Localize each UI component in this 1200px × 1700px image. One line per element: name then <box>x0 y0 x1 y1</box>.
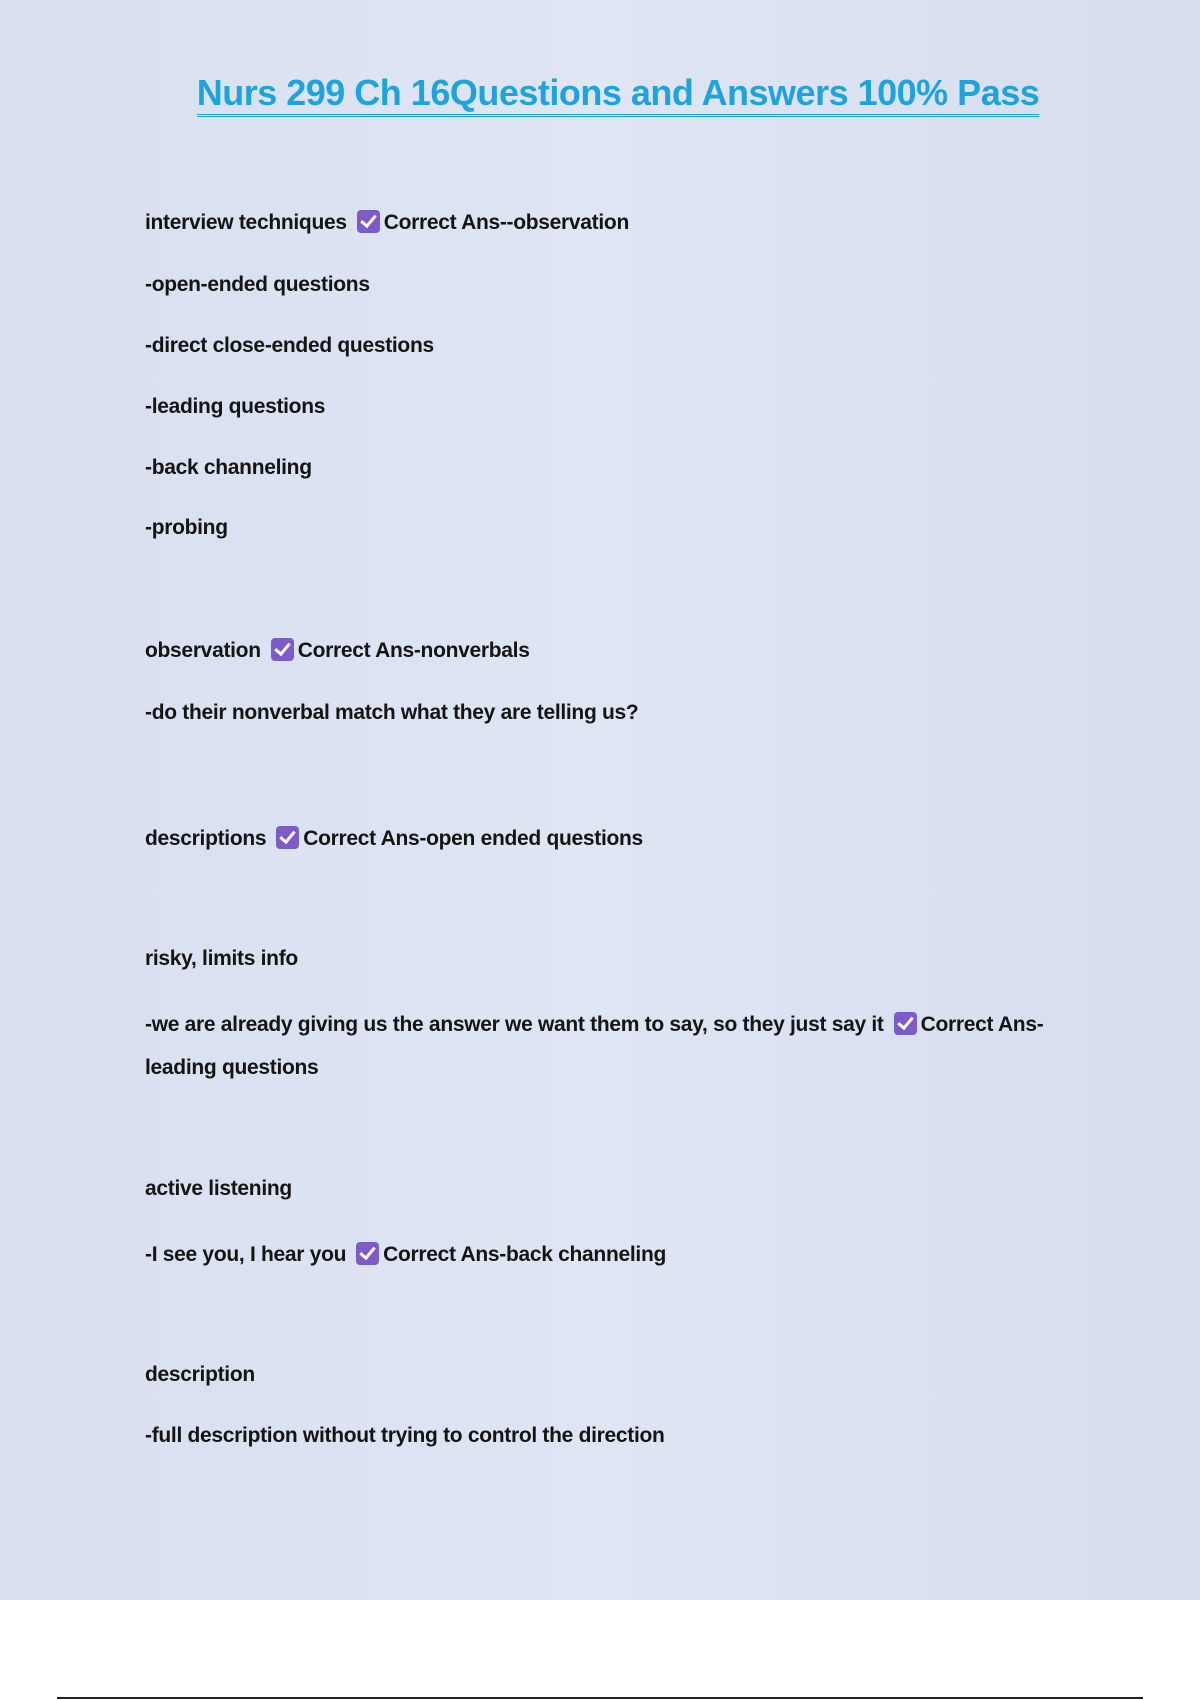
qa-line <box>145 1424 665 1448</box>
checkbox-checked-icon <box>894 1012 917 1035</box>
qa-line <box>145 1177 292 1201</box>
line-text: descriptions <box>145 827 267 850</box>
line-text: -probing <box>145 516 228 539</box>
line-text: -full description without trying to control the direction <box>145 1424 665 1447</box>
qa-line <box>145 334 434 358</box>
line-text: interview techniques <box>145 211 347 234</box>
line-text: -back channeling <box>145 456 312 479</box>
line-text: risky, limits info <box>145 947 298 970</box>
line-text: leading questions <box>145 1056 319 1079</box>
line-text: description <box>145 1363 255 1386</box>
answer-text: Correct Ans--observation <box>383 211 629 234</box>
qa-line <box>145 273 370 297</box>
qa-line <box>145 826 643 851</box>
answer-text: Correct Ans-nonverbals <box>297 639 530 662</box>
qa-line <box>145 210 629 235</box>
line-text: -open-ended questions <box>145 273 370 296</box>
qa-line <box>145 456 312 480</box>
line-text: -we are already giving us the answer we want them to say, so they just say it <box>145 1013 884 1036</box>
qa-line <box>145 701 638 725</box>
title-text: Nurs 299 Ch 16Questions and Answers 100% Pass <box>197 72 1040 117</box>
footer-divider <box>57 1697 1143 1699</box>
answer-text: Correct Ans-open ended questions <box>303 827 643 850</box>
checkbox-checked-icon <box>356 1242 379 1265</box>
qa-line <box>145 395 325 419</box>
checkbox-checked-icon <box>357 210 380 233</box>
answer-text: Correct Ans-back channeling <box>383 1243 666 1266</box>
line-text: -direct close-ended questions <box>145 334 434 357</box>
qa-line <box>145 1012 1043 1037</box>
line-text: observation <box>145 639 261 662</box>
qa-line <box>145 1242 666 1267</box>
checkbox-checked-icon <box>271 638 294 661</box>
answer-text: Correct Ans- <box>920 1013 1044 1036</box>
line-text: -I see you, I hear you <box>145 1243 347 1266</box>
line-text: active listening <box>145 1177 292 1200</box>
line-text: -leading questions <box>145 395 326 418</box>
line-text: -do their nonverbal match what they are telling us? <box>145 701 639 724</box>
qa-line <box>145 1056 318 1080</box>
qa-line <box>145 947 298 971</box>
document-title <box>0 72 1200 114</box>
qa-line <box>145 516 228 540</box>
qa-line <box>145 1363 255 1387</box>
checkbox-checked-icon <box>276 826 299 849</box>
qa-line <box>145 638 530 663</box>
